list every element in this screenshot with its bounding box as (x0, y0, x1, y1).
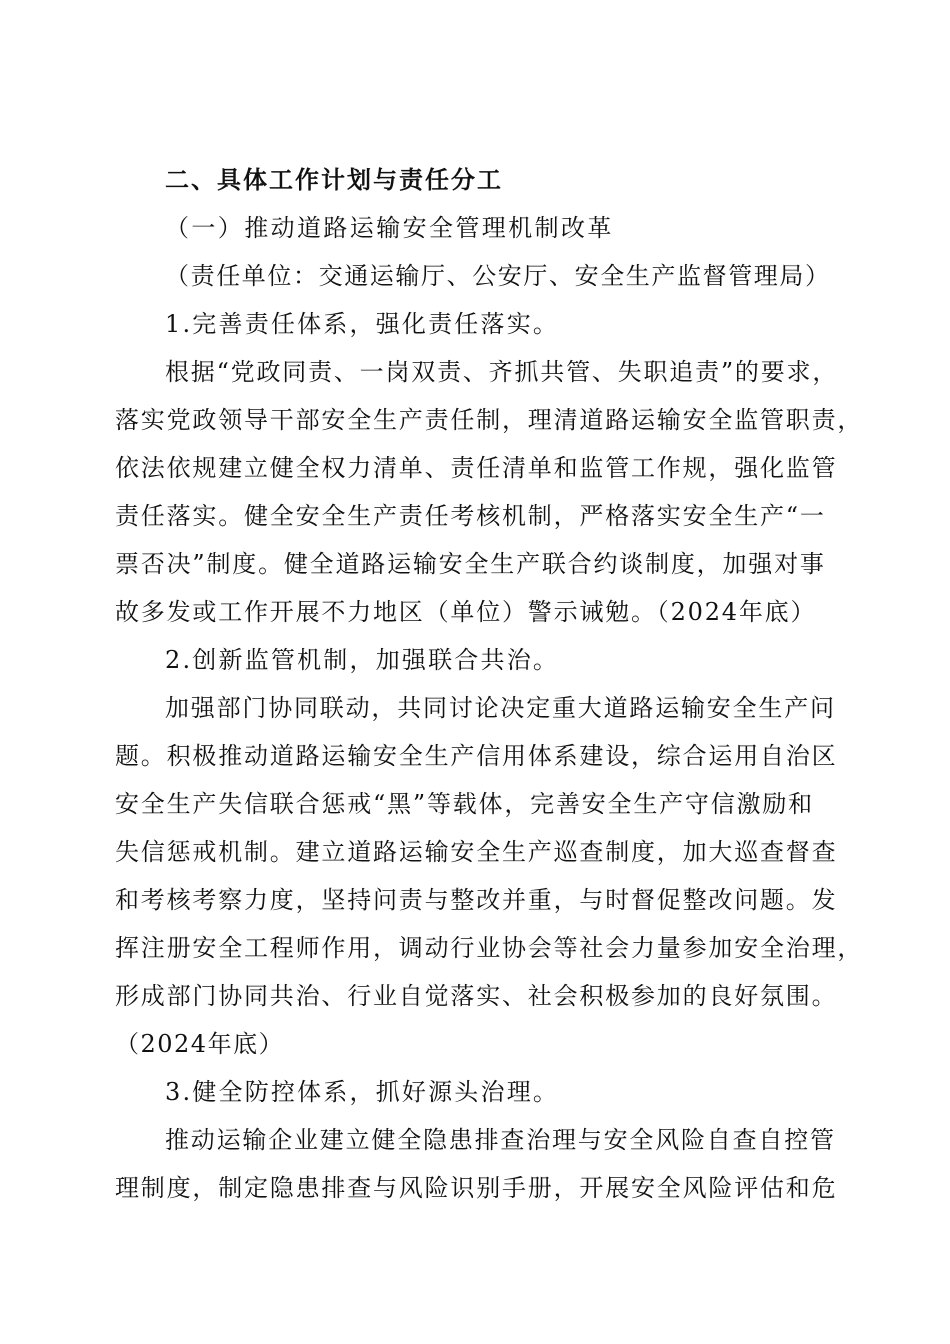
paragraph-line: 安全生产失信联合惩戒“黑”等载体，完善安全生产守信激励和 (115, 790, 814, 818)
paragraph-line: 票否决”制度。健全道路运输安全生产联合约谈制度，加强对事 (115, 550, 826, 578)
paragraph-line: 落实党政领导干部安全生产责任制，理清道路运输安全监管职责， (115, 406, 864, 434)
item-title-2: 2.创新监管机制，加强联合共治。 (165, 646, 560, 674)
paragraph-line: 和考核考察力度，坚持问责与整改并重，与时督促整改问题。发 (115, 886, 838, 914)
responsible-units: （责任单位：交通运输厅、公安厅、安全生产监督管理局） (165, 262, 831, 290)
paragraph-line: 推动运输企业建立健全隐患排查治理与安全风险自查自控管 (165, 1126, 836, 1154)
paragraph-line: 根据“党政同责、一岗双责、齐抓共管、失职追责”的要求， (165, 358, 839, 386)
paragraph-line: 题。积极推动道路运输安全生产信用体系建设，综合运用自治区 (115, 742, 838, 770)
item-title-3: 3.健全防控体系，抓好源头治理。 (165, 1078, 560, 1106)
item-title-1: 1.完善责任体系，强化责任落实。 (165, 310, 560, 338)
document-body (115, 156, 864, 1212)
paragraph-line: （2024年底） (115, 1030, 285, 1058)
paragraph-line: 故多发或工作开展不力地区（单位）警示诫勉。（2024年底） (115, 598, 817, 626)
paragraph-line: 理制度，制定隐患排查与风险识别手册，开展安全风险评估和危 (115, 1174, 838, 1202)
paragraph-line: 依法依规建立健全权力清单、责任清单和监管工作规，强化监管 (115, 454, 838, 482)
paragraph-line: 加强部门协同联动，共同讨论决定重大道路运输安全生产问 (165, 694, 836, 722)
paragraph-line: 责任落实。健全安全生产责任考核机制，严格落实安全生产“一 (115, 502, 826, 530)
paragraph-line: 形成部门协同共治、行业自觉落实、社会积极参加的良好氛围。 (115, 982, 838, 1010)
subsection-heading: （一）推动道路运输安全管理机制改革 (165, 214, 614, 242)
section-heading: 二、具体工作计划与责任分工 (165, 166, 503, 194)
paragraph-line: 挥注册安全工程师作用，调动行业协会等社会力量参加安全治理， (115, 934, 864, 962)
paragraph-line: 失信惩戒机制。建立道路运输安全生产巡查制度，加大巡查督查 (115, 838, 838, 866)
